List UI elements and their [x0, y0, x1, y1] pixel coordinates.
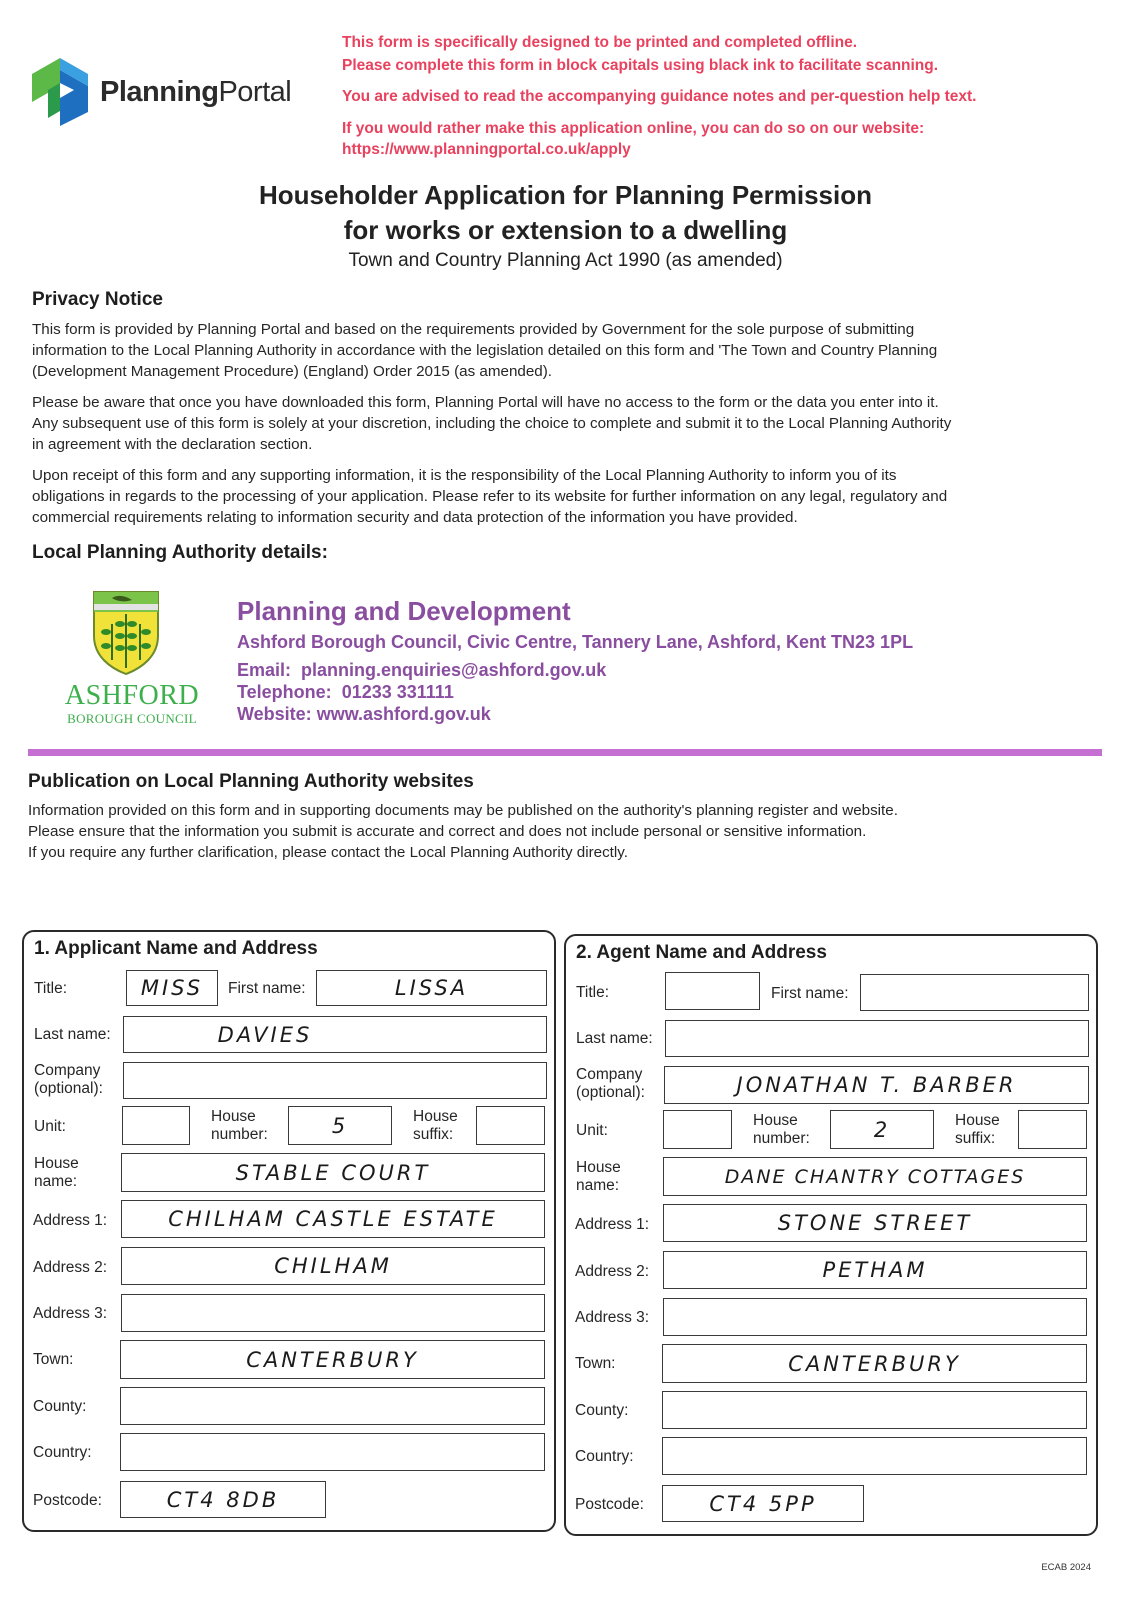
- agent-address2-label: Address 2:: [575, 1263, 650, 1280]
- applicant-address3-label: Address 3:: [33, 1305, 108, 1322]
- agent-heading: 2. Agent Name and Address: [576, 942, 827, 963]
- agent-address3-field[interactable]: [663, 1298, 1087, 1336]
- applicant-town-field[interactable]: CANTERBURY: [120, 1340, 545, 1379]
- agent-house-number-field[interactable]: 2: [830, 1110, 934, 1149]
- agent-house-name-field[interactable]: DANE CHANTRY COTTAGES: [663, 1157, 1087, 1196]
- agent-town-label: Town:: [575, 1355, 616, 1372]
- applicant-unit-label: Unit:: [34, 1118, 66, 1135]
- agent-house-suffix-field[interactable]: [1018, 1110, 1087, 1149]
- publication-heading: Publication on Local Planning Authority websites: [28, 771, 474, 792]
- applicant-country-field[interactable]: [120, 1433, 545, 1471]
- applicant-town-label: Town:: [33, 1351, 74, 1368]
- agent-postcode-label: Postcode:: [575, 1496, 644, 1513]
- form-title-line2: for works or extension to a dwelling: [343, 215, 788, 245]
- applicant-title-label: Title:: [34, 980, 68, 997]
- agent-postcode-field[interactable]: CT4 5PP: [662, 1485, 864, 1522]
- form-subtitle: Town and Country Planning Act 1990 (as amended): [348, 250, 783, 271]
- logo-word-planning: Planning: [100, 76, 219, 108]
- applicant-company-field[interactable]: [123, 1062, 547, 1099]
- agent-unit-field[interactable]: [663, 1110, 732, 1149]
- planning-portal-logo: [30, 56, 300, 126]
- applicant-postcode-label: Postcode:: [33, 1492, 102, 1509]
- lpa-telephone: Telephone: 01233 331111: [237, 682, 454, 702]
- agent-country-label: Country:: [575, 1448, 634, 1465]
- applicant-address1-field[interactable]: CHILHAM CASTLE ESTATE: [121, 1200, 545, 1238]
- agent-address3-label: Address 3:: [575, 1309, 650, 1326]
- lpa-website: Website: www.ashford.gov.uk: [237, 704, 491, 724]
- logo-word-portal: Portal: [218, 76, 292, 108]
- applicant-unit-field[interactable]: [122, 1106, 190, 1145]
- agent-first-name-field[interactable]: [860, 974, 1089, 1011]
- applicant-heading: 1. Applicant Name and Address: [34, 938, 318, 959]
- applicant-title-field[interactable]: MISS: [126, 970, 218, 1006]
- lpa-heading: Local Planning Authority details:: [32, 542, 328, 563]
- applicant-house-number-field[interactable]: 5: [288, 1106, 392, 1145]
- applicant-company-label: Company (optional):: [34, 1062, 103, 1097]
- applicant-country-label: Country:: [33, 1444, 92, 1461]
- notice-offline: This form is specifically designed to be printed and completed offline.: [342, 34, 858, 51]
- ashford-wordmark: ASHFORD BOROUGH COUNCIL: [64, 680, 200, 726]
- applicant-address2-field[interactable]: CHILHAM: [121, 1247, 545, 1285]
- agent-last-name-label: Last name:: [576, 1030, 653, 1047]
- agent-address1-field[interactable]: STONE STREET: [663, 1204, 1087, 1242]
- agent-county-label: County:: [575, 1402, 629, 1419]
- privacy-paragraph-3: Upon receipt of this form and any supporting information, it is the responsibility of the Local Planning Authority to inform you of its obligations in regards to the processing of your application. Please refer to its website for further information on any legal, regulatory and commercial requirements relating to information security and data protection of the information you have provided.: [32, 467, 948, 526]
- section-divider: [28, 749, 1102, 756]
- applicant-last-name-label: Last name:: [34, 1026, 111, 1043]
- planning-portal-logo-icon: [30, 56, 92, 126]
- applicant-house-name-field[interactable]: STABLE COURT: [121, 1153, 545, 1192]
- applicant-county-label: County:: [33, 1398, 87, 1415]
- privacy-heading: Privacy Notice: [32, 289, 163, 310]
- form-reference: ECAB 2024: [1041, 1562, 1091, 1573]
- lpa-website-link[interactable]: www.ashford.gov.uk: [316, 704, 491, 724]
- agent-company-field[interactable]: JONATHAN T. BARBER: [664, 1066, 1089, 1104]
- agent-title-field[interactable]: [665, 972, 760, 1010]
- notice-url[interactable]: https://www.planningportal.co.uk/apply: [342, 141, 631, 158]
- agent-house-name-label: House name:: [576, 1159, 621, 1194]
- applicant-address3-field[interactable]: [121, 1294, 545, 1332]
- ashford-crest-icon: [92, 590, 160, 676]
- agent-address1-label: Address 1:: [575, 1216, 650, 1233]
- applicant-address2-label: Address 2:: [33, 1259, 108, 1276]
- agent-company-label: Company (optional):: [576, 1066, 645, 1101]
- privacy-paragraph-1: This form is provided by Planning Portal and based on the requirements provided by Government for the sole purpose of submitting information to the Local Planning Authority in accordance with the legislation detailed on this form and 'The Town and Country Planning (Development Management Procedure) (England) Order 2015 (as amended).: [32, 321, 938, 380]
- notice-block-capitals: Please complete this form in block capitals using black ink to facilitate scanning.: [342, 57, 939, 74]
- privacy-paragraph-2: Please be aware that once you have downloaded this form, Planning Portal will have no access to the form or the data you enter into it. Any subsequent use of this form is solely at your discretion, including the choice to complete and submit it to the Local Planning Authority in agreement with the declaration section.: [32, 394, 952, 453]
- agent-county-field[interactable]: [662, 1391, 1087, 1429]
- notice-online: If you would rather make this application online, you can do so on our website:: [342, 120, 925, 137]
- lpa-email: Email: planning.enquiries@ashford.gov.uk: [237, 660, 607, 680]
- agent-unit-label: Unit:: [576, 1122, 608, 1139]
- lpa-email-link[interactable]: planning.enquiries@ashford.gov.uk: [301, 660, 607, 680]
- applicant-first-name-label: First name:: [228, 980, 306, 997]
- agent-country-field[interactable]: [662, 1437, 1087, 1475]
- agent-title-label: Title:: [576, 984, 610, 1001]
- agent-first-name-label: First name:: [771, 985, 849, 1002]
- applicant-house-number-label: House number:: [211, 1108, 268, 1143]
- lpa-title: Planning and Development: [237, 596, 571, 626]
- agent-town-field[interactable]: CANTERBURY: [662, 1344, 1087, 1383]
- applicant-house-suffix-label: House suffix:: [413, 1108, 458, 1143]
- notice-guidance: You are advised to read the accompanying guidance notes and per-question help text.: [342, 88, 977, 105]
- applicant-house-suffix-field[interactable]: [476, 1106, 545, 1145]
- agent-house-suffix-label: House suffix:: [955, 1112, 1000, 1147]
- agent-last-name-field[interactable]: [665, 1020, 1089, 1057]
- agent-house-number-label: House number:: [753, 1112, 810, 1147]
- applicant-postcode-field[interactable]: CT4 8DB: [120, 1481, 326, 1518]
- applicant-county-field[interactable]: [120, 1387, 545, 1425]
- applicant-first-name-field[interactable]: LISSA: [316, 970, 547, 1006]
- publication-paragraph: Information provided on this form and in supporting documents may be published on the authority's planning register and website. Please ensure that the information you submit is accurate and correct and does not include personal or sensitive information. If you require any further clarification, please contact the Local Planning Authority directly.: [28, 802, 898, 861]
- form-title-line1: Householder Application for Planning Permission: [259, 180, 872, 210]
- lpa-address: Ashford Borough Council, Civic Centre, Tannery Lane, Ashford, Kent TN23 1PL: [237, 632, 914, 652]
- applicant-last-name-field[interactable]: DAVIES: [123, 1016, 547, 1053]
- applicant-house-name-label: House name:: [34, 1155, 79, 1190]
- applicant-address1-label: Address 1:: [33, 1212, 108, 1229]
- agent-address2-field[interactable]: PETHAM: [663, 1251, 1087, 1289]
